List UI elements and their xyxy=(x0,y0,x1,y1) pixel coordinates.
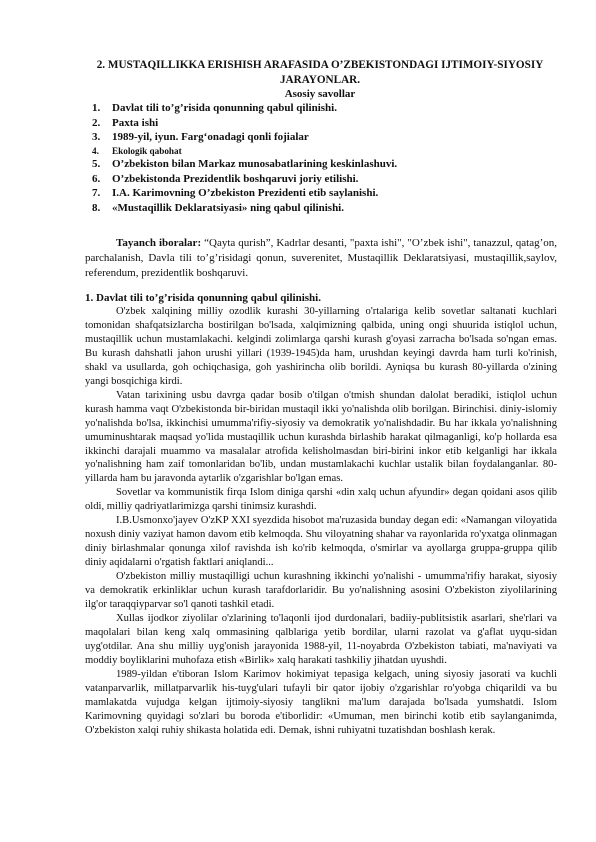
keywords-paragraph xyxy=(85,236,557,282)
body-paragraph: Xullas ijodkor ziyolilar o'zlarining to'laqonli ijod durdonalari, badiiy-publitsistik asarlari, she'rlari va maqolalari bilan keng xalq ommasining qalblariga yetib bordilar, ularni razolat va g'aflat uyqu-sidan uyg'otdilar. Ana shu milliy uyg'onish jarayonida 1988-yil, 11-noyabrda O'zbekiston tabiati, ma'naviyati va moddiy boyliklarini muhofaza etish «Birlik» xalq harakati tashkiliy jihatdan uyushdi. xyxy=(85,612,557,666)
document-subtitle: Asosiy savollar xyxy=(284,88,356,100)
question-item xyxy=(92,201,562,216)
question-number: 7. xyxy=(92,187,101,199)
keywords-text: “Qayta qurish”, Kadrlar desanti, "paxta ishi", "O’zbek ishi", tanazzul, qatag’on, parchalanish, Davla tili to’g’risidagi qonun, suverenitet, Mustaqillik Deklaratsiyasi, mustaqillik,saylov, referendum, prezidentlik boshqaruvi. xyxy=(85,237,558,280)
question-text: Paxta ishi xyxy=(112,116,159,129)
question-text: O’zbekiston bilan Markaz munosabatlarining keskinlashuvi. xyxy=(112,158,398,170)
question-text: O’zbekistonda Prezidentlik boshqaruvi joriy etilishi. xyxy=(112,172,359,185)
question-item xyxy=(92,116,562,131)
question-item xyxy=(92,172,562,187)
body-paragraph: Sovetlar va kommunistik firqa Islom diniga qarshi «din xalq uchun afyundir» degan qoidani asos qilib oldi, milliy qadriyatlarimizga qarshi tinimsiz kurashdi. xyxy=(85,487,557,513)
question-item xyxy=(92,157,562,172)
question-number: 5. xyxy=(92,158,101,170)
question-number: 6. xyxy=(92,172,101,185)
question-number: 3. xyxy=(92,131,101,143)
document-title: 2. MUSTAQILLIKKA ERISHISH ARAFASIDA O’ZBEKISTONDAGI IJTIMOIY-SIYOSIY JARAYONLAR. xyxy=(96,59,544,86)
body-paragraph: I.B.Usmonxo'jayev O'zKP XXI syezdida hisobot ma'ruzasida bunday degan edi: «Namangan viloyatida noxush diniy vaziyat hamon davom etib kelmoqda. Shu viloyatning shahar va rayonlarida ro'yxatga olinmagan diniy birlashmalar qonunga xilof ravishda ish ko'rib kelmoqda, o'smirlar va ayollarga gruppa-gruppa qilib diniy aqidalarni o'rgatish faktlari aniqlandi... xyxy=(85,515,557,569)
question-number: 1. xyxy=(92,102,101,114)
questions-list xyxy=(92,101,562,215)
keywords-label: Tayanch iboralar: xyxy=(116,237,202,249)
question-item xyxy=(92,130,562,145)
question-text: 1989-yil, iyun. Farg‘onadagi qonli fojialar xyxy=(112,131,309,143)
body-paragraph: 1989-yildan e'tiboran Islom Karimov hokimiyat tepasiga kelgach, uning siyosiy jasorati va kuchli vatanparvarlik, millatparvarlik his-tuyg'ulari tufayli bir qator ijobiy o'zgarishlar ro'yobga chiqarildi va bu mamlakatda vujudga kelgan ijtimoiy-siyosiy tanglikni ma'lum darajada bo'lsada yumshatdi. Islom Karimovning quyidagi so'zlari bu boroda e'tiborlidir: «Umuman, men birinchi kotib etib saylanganimda, O'zbekiston xalqi ruhiy shikasta holatida edi. Demak, ishni ruhiyatni tuzatishdan boshlash kerak. xyxy=(85,668,557,736)
question-item xyxy=(92,145,562,158)
body-paragraph: O'zbek xalqining milliy ozodlik kurashi 30-yillarning o'rtalariga kelib sovetlar saltanati kuchlari tomonidan shafqatsizlarcha bostirilgan bo'lsada, xalqimizning qalbida, uning ongi shuurida istiqlol uchun, mustaqillik uchun mustamlakachi. kelgindi zolimlarga qarshi kurash g'oyasi zarracha bo'lsada so'ngan emas. Bu kurash dahshatli jahon urushi yillari (1939-1945)da ham, urushdan keyingi davrda ham turli ko'rinish, shakl va usullarda, goh ochiqchasiga, goh yashirincha olib borildi. Ayniqsa bu kurash 80-yillarda o'zining yangi bosqichiga kirdi. xyxy=(85,306,557,387)
question-number: 8. xyxy=(92,201,101,214)
section-heading: 1. Davlat tili to’g’risida qonunning qabul qilinishi. xyxy=(85,292,321,304)
question-item xyxy=(92,101,562,116)
question-text: Davlat tili to’g’risida qonunning qabul qilinishi. xyxy=(112,102,337,114)
question-number: 4. xyxy=(92,145,99,156)
question-number: 2. xyxy=(92,116,101,129)
question-text: «Mustaqillik Deklaratsiyasi» ning qabul qilinishi. xyxy=(112,201,344,214)
section-body xyxy=(85,305,557,738)
body-paragraph: Vatan tarixining usbu davrga qadar bosib o'tilgan o'tmish shundan dalolat beradiki, istiqlol uchun kurash hamma vaqt O'zbekistonda bir-biridan mustaqil ikki yo'nalishda olib borilgan. Birinchisi. diniy-islomiy yo'nalishda bo'lsa, ikkinchisi umumma'rifiy-siyosiy va demokratik yo'nalishdadir. Bu har ikkala yo'nalishning umuminushtarak maqsad yo'lida mustaqillik uchun kurashda birlashib harakat qilmaganligi, ko'p hollarda esa ikkinchi darajali muammo va masalalar atrofida kelisholmasdan biri-birini inkor etib kelganligi har ikkala yo'nalishning ham zaif tomonlaridan bo'lib, undan mustamlakachi kuchlar ustalik bilan foydalanganlar. 80-yillarda ham bu jaravonda aytarlik o'zgarishlar bo'lgan emas. xyxy=(85,389,557,485)
body-paragraph: O'zbekiston milliy mustaqilligi uchun kurashning ikkinchi yo'nalishi - umumma'rifiy harakat, siyosiy va demokratik erkinliklar uchun kurash tarafdorlaridir. Bu yo'nalishning asosini O'zbekiston ziyolilarining ilg'or taraqqiyparvar so'l qanoti tashkil etadi. xyxy=(85,571,557,611)
question-text: I.A. Karimovning O’zbekiston Prezidenti etib saylanishi. xyxy=(112,187,379,199)
question-text: Ekologik qabohat xyxy=(112,145,182,156)
question-item xyxy=(92,186,562,201)
